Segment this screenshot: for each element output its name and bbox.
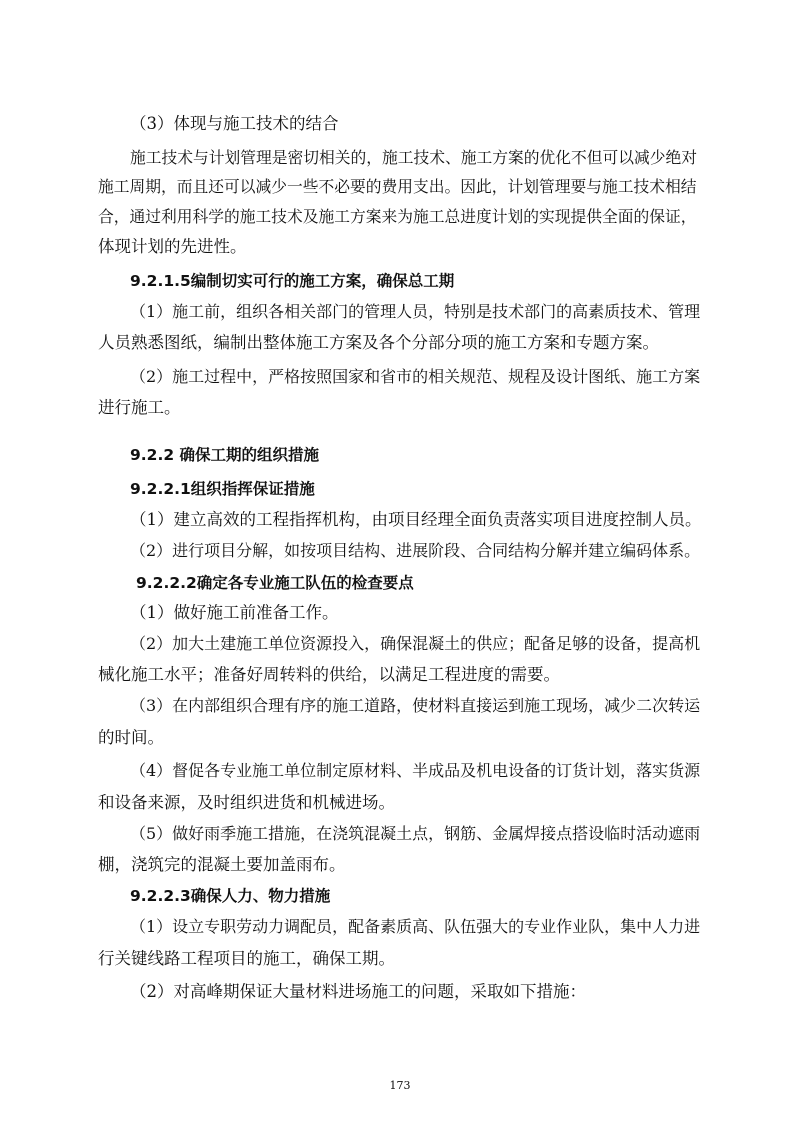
paragraph-line: 的时间。: [98, 728, 164, 747]
paragraph-line: （1）建立高效的工程指挥机构，由项目经理全面负责落实项目进度控制人员。: [130, 510, 702, 529]
section-heading: 9.2.2.3确保人力、物力措施: [130, 887, 331, 905]
paragraph-line: （2）施工过程中，严格按照国家和省市的相关规范、规程及设计图纸、施工方案: [130, 367, 701, 386]
paragraph-line: 进行施工。: [98, 398, 181, 417]
paragraph-line: （2）加大土建施工单位资源投入，确保混凝土的供应；配备足够的设备，提高机: [130, 634, 701, 653]
page-number: 173: [389, 1079, 411, 1092]
section-heading: 9.2.1.5编制切实可行的施工方案，确保总工期: [130, 272, 455, 290]
paragraph-line: 和设备来源，及时组织进货和机械进场。: [98, 793, 395, 812]
paragraph-line: （4）督促各专业施工单位制定原材料、半成品及机电设备的订货计划，落实货源: [130, 761, 701, 780]
paragraph-line: 人员熟悉图纸，编制出整体施工方案及各个分部分项的施工方案和专题方案。: [98, 333, 659, 352]
paragraph-line: 械化施工水平；准备好周转料的供给，以满足工程进度的需要。: [98, 665, 560, 684]
section-heading: 9.2.2.1组织指挥保证措施: [130, 480, 315, 498]
paragraph-line: 行关键线路工程项目的施工，确保工期。: [98, 949, 395, 968]
paragraph-line: （5）做好雨季施工措施，在浇筑混凝土点，钢筋、金属焊接点搭设临时活动遮雨: [130, 824, 701, 843]
paragraph-line: 合，通过利用科学的施工技术及施工方案来为施工总进度计划的实现提供全面的保证，: [98, 207, 697, 226]
section-heading: 9.2.2 确保工期的组织措施: [130, 446, 320, 464]
paragraph-line: （2）进行项目分解，如按项目结构、进展阶段、合同结构分解并建立编码体系。: [130, 541, 701, 560]
section-heading: 9.2.2.2确定各专业施工队伍的检查要点: [136, 574, 414, 592]
paragraph-line: （1）施工前，组织各相关部门的管理人员，特别是技术部门的高素质技术、管理: [130, 302, 701, 321]
paragraph-line: （3）体现与施工技术的结合: [130, 114, 339, 133]
paragraph-line: （3）在内部组织合理有序的施工道路，使材料直接运到施工现场，减少二次转运: [130, 696, 701, 715]
paragraph-line: （1）做好施工前准备工作。: [130, 603, 339, 622]
paragraph-line: 棚，浇筑完的混凝土要加盖雨布。: [98, 855, 346, 874]
paragraph-line: 施工技术与计划管理是密切相关的，施工技术、施工方案的优化不但可以减少绝对: [130, 148, 697, 167]
paragraph-line: 体现计划的先进性。: [98, 237, 247, 256]
paragraph-line: （1）设立专职劳动力调配员，配备素质高、队伍强大的专业作业队，集中人力进: [130, 917, 701, 936]
paragraph-line: （2）对高峰期保证大量材料进场施工的问题，采取如下措施：: [130, 982, 586, 1001]
paragraph-line: 施工周期，而且还可以减少一些不必要的费用支出。因此，计划管理要与施工技术相结: [98, 177, 697, 196]
